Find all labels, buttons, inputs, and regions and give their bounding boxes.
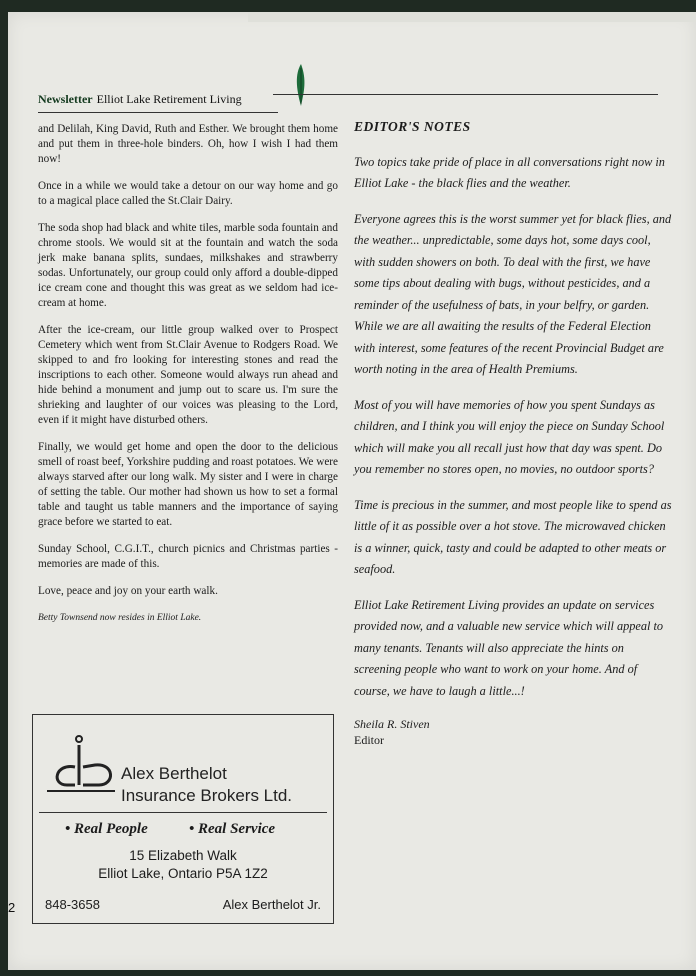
ad-phone: 848-3658	[45, 897, 100, 912]
header-rule-bottom	[38, 112, 278, 113]
company-name-line: Insurance Brokers Ltd.	[121, 786, 293, 805]
newsletter-label: Newsletter	[38, 92, 93, 106]
editors-notes-paragraph: Elliot Lake Retirement Living provides an update on services provided now, and a valuable new service which will appeal to many tenants. Tenants will also appreciate the hints on screening people who want to work on your home. And of course, we have to laugh a little...!	[354, 597, 664, 698]
editors-notes-paragraph: Most of you will have memories of how you spent Sundays as children, and I think you will enjoy the piece on Sunday School which will make you all recall just how that day was spent. Do you remember no stores open, no movies, no outdoor sports?	[354, 397, 665, 476]
memoir-closing: Love, peace and joy on your earth walk.	[38, 585, 218, 597]
memoir-paragraph: Finally, we would get home and open the door to the delicious smell of roast beef, Yorkshire pudding and roast potatoes. We were always starved after our long walk. My sister and I were in charge of setting the table. Our mother had shown us how to set a formal table and taught us table manners and the importance of saying grace before we started to eat.	[38, 441, 338, 528]
company-name	[121, 763, 292, 807]
memoir-paragraph: Sunday School, C.G.I.T., church picnics and Christmas parties - memories are made of this.	[38, 543, 338, 570]
org-name: Elliot Lake Retirement Living	[96, 92, 242, 106]
memoir-paragraph: After the ice-cream, our little group walked over to Prospect Cemetery which went from St.Clair Avenue to Rodgers Road. We skipped to and fro looking for interesting stones and read the inscriptions to each other. Someone would always run ahead and hide behind a monument and jump out to scare us. I'm sure the shrieking and laughter of our voices was pleasing to the Lord, even if it might have disturbed others.	[38, 324, 338, 426]
memoir-paragraph: The soda shop had black and white tiles, marble soda fountain and chrome stools. We would sit at the fountain and watch the soda jerk make banana splits, sundaes, milkshakes and strawberry sodas. Unfortunately, our group could only afford a double-dipped ice cream cone and thought this was great as we seldom had ice-cream at home.	[38, 222, 338, 309]
page-number: 2	[8, 900, 16, 915]
editor-name: Sheila R. Stiven	[354, 717, 430, 731]
memoir-column	[38, 122, 338, 638]
next-page-edge	[248, 12, 696, 22]
tagline-real-people: • Real People	[65, 821, 148, 837]
newsletter-page	[8, 12, 696, 970]
newsletter-title	[38, 92, 242, 107]
editor-title: Editor	[354, 733, 384, 747]
author-byline: Betty Townsend now resides in Elliot Lake.	[38, 613, 202, 623]
editors-notes-heading: EDITOR'S NOTES	[354, 119, 471, 134]
ad-divider	[39, 812, 327, 813]
newsletter-header	[38, 90, 658, 114]
editors-notes-paragraph: Time is precious in the summer, and most people like to spend as little of it as possible over a hot stove. The microwaved chicken is a winner, quick, tasty and could be adapted to other meats or seafood.	[354, 497, 672, 576]
ab-logo-icon	[45, 733, 117, 793]
editors-notes-column	[354, 116, 674, 748]
address-line: Elliot Lake, Ontario P5A 1Z2	[98, 866, 268, 881]
ad-agent-name: Alex Berthelot Jr.	[222, 897, 321, 912]
header-rule-top	[273, 94, 658, 95]
address-line: 15 Elizabeth Walk	[129, 848, 237, 863]
ad-address	[33, 847, 333, 883]
tagline-real-service: • Real Service	[189, 821, 276, 837]
memoir-paragraph: Once in a while we would take a detour on our way home and go to a magical place called the St.Clair Dairy.	[38, 180, 338, 207]
company-name-line: Alex Berthelot	[121, 764, 227, 783]
editors-notes-paragraph: Two topics take pride of place in all conversations right now in Elliot Lake - the black flies and the weather.	[354, 154, 665, 190]
memoir-paragraph: and Delilah, King David, Ruth and Esther. We brought them home and put them in three-hole binders. Oh, how I wish I had them now!	[38, 123, 338, 165]
editors-notes-paragraph: Everyone agrees this is the worst summer yet for black flies, and the weather... unpredictable, some days hot, some days cool, with sudden showers on both. To deal with the first, we have some tips about dealing with bugs, without pesticides, and a reminder of the usefulness of bats, in your belfry, or garden. While we are all awaiting the results of the Federal Election with interest, some features of the recent Provincial Budget are worth noting in the area of Health Premiums.	[354, 211, 672, 376]
insurance-advertisement	[32, 714, 334, 924]
